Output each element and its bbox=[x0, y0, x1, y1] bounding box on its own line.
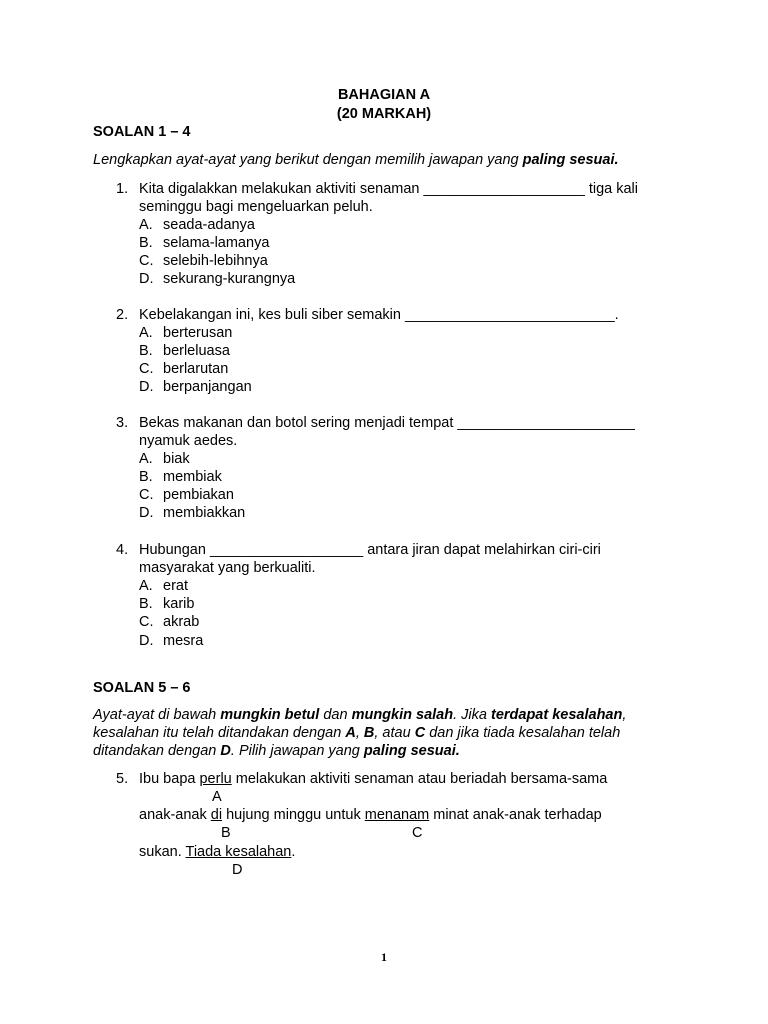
question-text-line: seminggu bagi mengeluarkan peluh. bbox=[139, 199, 373, 215]
sentence-text: sukan. bbox=[139, 844, 186, 860]
page-number: 1 bbox=[381, 950, 387, 964]
section-marks: (20 MARKAH) bbox=[336, 106, 432, 122]
sentence-text: . bbox=[291, 844, 296, 860]
option-text: membiak bbox=[163, 469, 222, 485]
underlined-word-a: perlu bbox=[199, 771, 232, 787]
option-letter: A. bbox=[139, 451, 153, 467]
option-letter: C. bbox=[139, 487, 154, 503]
option-text: karib bbox=[163, 596, 195, 612]
instruction-text: , bbox=[355, 725, 364, 741]
instruction-text: ditandakan dengan bbox=[93, 743, 221, 759]
instruction-text: Lengkapkan ayat-ayat yang berikut dengan memilih jawapan yang bbox=[93, 152, 523, 168]
option-letter: D. bbox=[139, 379, 154, 395]
option-letter: D. bbox=[139, 633, 154, 649]
instruction-emphasis: C bbox=[414, 725, 426, 741]
instruction-emphasis: A bbox=[345, 725, 356, 741]
option-text: erat bbox=[163, 578, 188, 594]
question-text-line: Kebelakangan ini, kes buli siber semakin __________________________. bbox=[139, 307, 619, 323]
section-2-heading: SOALAN 5 – 6 bbox=[93, 680, 191, 696]
question-number: 3. bbox=[116, 415, 129, 431]
option-letter: C. bbox=[139, 253, 154, 269]
option-letter: A. bbox=[139, 578, 153, 594]
underlined-word-c: menanam bbox=[364, 807, 430, 823]
instruction-text: dan bbox=[319, 707, 352, 723]
option-text: mesra bbox=[163, 633, 204, 649]
option-text: selama-lamanya bbox=[163, 235, 270, 251]
question-text-line: nyamuk aedes. bbox=[139, 433, 238, 449]
section-1-instruction bbox=[93, 151, 619, 169]
error-marker-b: B bbox=[221, 825, 231, 841]
question-number: 5. bbox=[116, 771, 129, 787]
section-2-instruction-line bbox=[93, 742, 460, 760]
instruction-text: kesalahan itu telah ditandakan dengan bbox=[93, 725, 346, 741]
option-letter: C. bbox=[139, 361, 154, 377]
instruction-emphasis: B bbox=[363, 725, 375, 741]
sentence-text: Ibu bapa bbox=[139, 771, 200, 787]
question-text-line bbox=[139, 806, 602, 824]
question-number: 1. bbox=[116, 181, 129, 197]
question-text-line bbox=[139, 770, 607, 788]
sentence-text: anak-anak bbox=[139, 807, 211, 823]
question-text-line bbox=[139, 843, 295, 861]
option-text: akrab bbox=[163, 614, 200, 630]
instruction-text: , atau bbox=[374, 725, 415, 741]
option-text: berleluasa bbox=[163, 343, 230, 359]
instruction-emphasis: D bbox=[220, 743, 231, 759]
option-text: berpanjangan bbox=[163, 379, 252, 395]
option-text: berlarutan bbox=[163, 361, 229, 377]
instruction-text: , bbox=[622, 707, 627, 723]
error-marker-d: D bbox=[232, 862, 243, 878]
instruction-emphasis: terdapat kesalahan bbox=[490, 707, 623, 723]
error-marker-a: A bbox=[212, 789, 222, 805]
option-letter: A. bbox=[139, 217, 153, 233]
question-number: 4. bbox=[116, 542, 129, 558]
option-letter: C. bbox=[139, 614, 154, 630]
question-text-line: Kita digalakkan melakukan aktiviti senaman ____________________ tiga kali bbox=[139, 181, 638, 197]
option-text: seada-adanya bbox=[163, 217, 255, 233]
option-letter: B. bbox=[139, 596, 153, 612]
option-letter: D. bbox=[139, 271, 154, 287]
option-letter: B. bbox=[139, 469, 153, 485]
error-marker-c: C bbox=[412, 825, 423, 841]
instruction-emphasis: mungkin salah bbox=[351, 707, 454, 723]
question-text-line: masyarakat yang berkualiti. bbox=[139, 560, 316, 576]
sentence-text: melakukan aktiviti senaman atau beriadah bersama-sama bbox=[231, 771, 608, 787]
section-1-heading: SOALAN 1 – 4 bbox=[93, 124, 191, 140]
option-text: membiakkan bbox=[163, 505, 246, 521]
option-text: selebih-lebihnya bbox=[163, 253, 268, 269]
instruction-emphasis: paling sesuai. bbox=[522, 152, 619, 168]
option-text: sekurang-kurangnya bbox=[163, 271, 296, 287]
question-text-line: Bekas makanan dan botol sering menjadi tempat ______________________ bbox=[139, 415, 635, 431]
instruction-text: Ayat-ayat di bawah bbox=[93, 707, 221, 723]
option-letter: B. bbox=[139, 235, 153, 251]
option-letter: B. bbox=[139, 343, 153, 359]
underlined-phrase-d: Tiada kesalahan bbox=[185, 844, 292, 860]
section-2-instruction-line bbox=[93, 724, 620, 742]
underlined-word-b: di bbox=[210, 807, 223, 823]
question-number: 2. bbox=[116, 307, 129, 323]
sentence-text: minat anak-anak terhadap bbox=[429, 807, 602, 823]
section-2-instruction-line bbox=[93, 706, 626, 724]
option-text: biak bbox=[163, 451, 190, 467]
instruction-text: . Pilih jawapan yang bbox=[230, 743, 364, 759]
option-text: berterusan bbox=[163, 325, 233, 341]
section-title: BAHAGIAN A bbox=[337, 87, 431, 103]
question-text-line: Hubungan ___________________ antara jiran dapat melahirkan ciri-ciri bbox=[139, 542, 601, 558]
instruction-text: . Jika bbox=[453, 707, 491, 723]
option-text: pembiakan bbox=[163, 487, 234, 503]
instruction-emphasis: mungkin betul bbox=[220, 707, 320, 723]
option-letter: D. bbox=[139, 505, 154, 521]
instruction-text: dan jika tiada kesalahan telah bbox=[425, 725, 621, 741]
instruction-emphasis: paling sesuai. bbox=[363, 743, 460, 759]
option-letter: A. bbox=[139, 325, 153, 341]
sentence-text: hujung minggu untuk bbox=[222, 807, 365, 823]
